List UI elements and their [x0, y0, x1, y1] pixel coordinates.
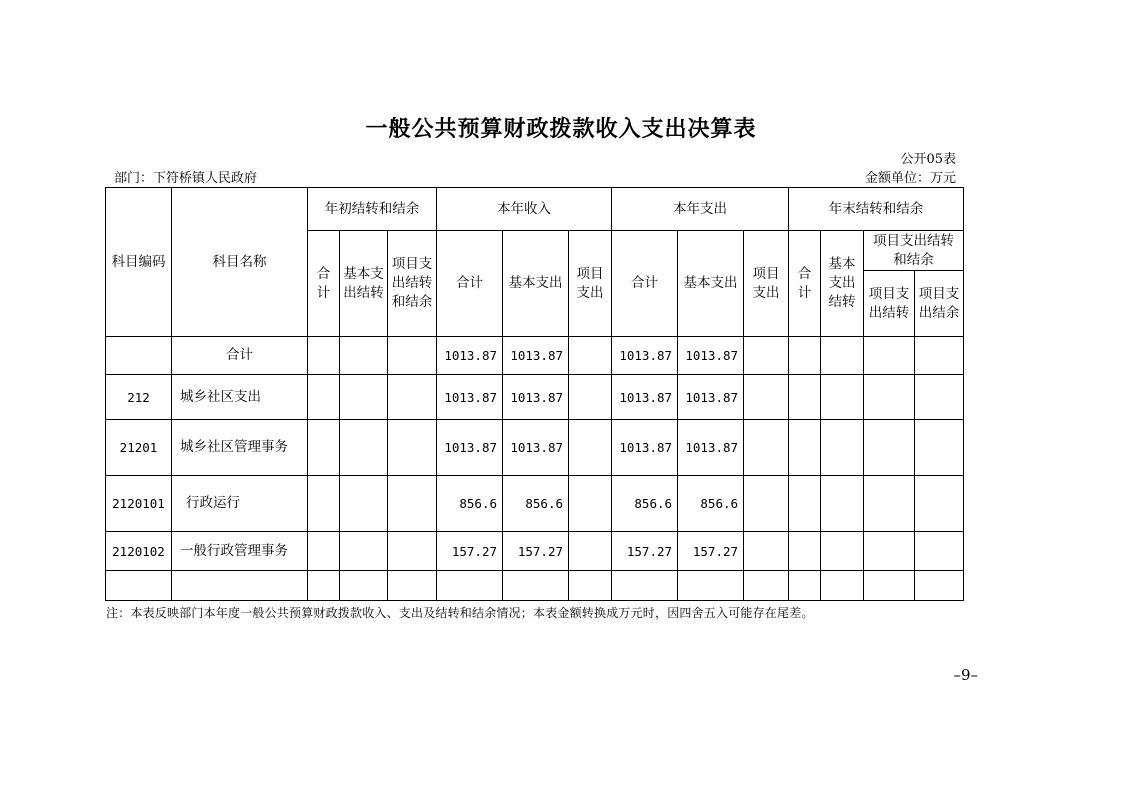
cell-income-total: 1013.87	[437, 375, 503, 420]
header-end-basic: 基本支出结转	[821, 231, 864, 337]
header-begin-basic: 基本支出结转	[340, 231, 388, 337]
cell-expense-basic: 1013.87	[678, 375, 744, 420]
page-title: 一般公共预算财政拨款收入支出决算表	[365, 117, 757, 142]
header-expense-total: 合计	[612, 231, 678, 337]
table-row-empty	[106, 571, 964, 601]
cell-income-basic: 856.6	[503, 476, 569, 532]
header-group-end: 年末结转和结余	[789, 188, 964, 231]
footnote: 注：本表反映部门本年度一般公共预算财政拨款收入、支出及结转和结余情况；本表金额转换成万元时，因四舍五入可能存在尾差。	[106, 606, 814, 620]
page-number: –9–	[953, 666, 978, 684]
cell-income-basic: 157.27	[503, 532, 569, 571]
row-code: 2120102	[106, 532, 172, 571]
cell-income-basic: 1013.87	[503, 337, 569, 375]
department-label: 部门：下符桥镇人民政府	[114, 171, 258, 186]
budget-table	[105, 187, 964, 601]
row-name: 行政运行	[172, 476, 308, 532]
header-end-project-group: 项目支出结转和结余	[864, 231, 964, 271]
table-row	[106, 375, 964, 420]
header-group-begin: 年初结转和结余	[308, 188, 437, 231]
header-group-income: 本年收入	[437, 188, 612, 231]
unit-label: 金额单位：万元	[864, 171, 956, 186]
header-income-basic: 基本支出	[503, 231, 569, 337]
header-begin-project: 项目支出结转和结余	[388, 231, 437, 337]
table-row	[106, 532, 964, 571]
header-group-expense: 本年支出	[612, 188, 789, 231]
header-income-total: 合计	[437, 231, 503, 337]
cell-expense-total: 1013.87	[612, 337, 678, 375]
cell-income-total: 856.6	[437, 476, 503, 532]
table-row	[106, 420, 964, 476]
cell-income-basic: 1013.87	[503, 375, 569, 420]
header-end-total: 合计	[789, 231, 821, 337]
cell-expense-total: 856.6	[612, 476, 678, 532]
row-code: 21201	[106, 420, 172, 476]
row-name: 合计	[172, 337, 308, 375]
row-name: 城乡社区支出	[172, 375, 308, 420]
cell-income-total: 1013.87	[437, 420, 503, 476]
row-code	[106, 337, 172, 375]
row-code: 212	[106, 375, 172, 420]
cell-expense-basic: 157.27	[678, 532, 744, 571]
table-row	[106, 476, 964, 532]
cell-income-total: 157.27	[437, 532, 503, 571]
row-code: 2120101	[106, 476, 172, 532]
cell-expense-basic: 856.6	[678, 476, 744, 532]
header-end-project-balance: 项目支出结余	[915, 271, 964, 337]
table-row	[106, 337, 964, 375]
cell-expense-total: 1013.87	[612, 420, 678, 476]
header-expense-basic: 基本支出	[678, 231, 744, 337]
cell-expense-total: 157.27	[612, 532, 678, 571]
header-code: 科目编码	[106, 188, 172, 337]
header-income-project: 项目支出	[569, 231, 612, 337]
form-number: 公开05表	[900, 152, 956, 167]
cell-expense-basic: 1013.87	[678, 420, 744, 476]
cell-expense-basic: 1013.87	[678, 337, 744, 375]
header-expense-project: 项目支出	[744, 231, 789, 337]
cell-income-basic: 1013.87	[503, 420, 569, 476]
header-begin-total: 合计	[308, 231, 340, 337]
header-name: 科目名称	[172, 188, 308, 337]
header-end-project-carry: 项目支出结转	[864, 271, 915, 337]
cell-income-total: 1013.87	[437, 337, 503, 375]
row-name: 一般行政管理事务	[172, 532, 308, 571]
row-name: 城乡社区管理事务	[172, 420, 308, 476]
cell-expense-total: 1013.87	[612, 375, 678, 420]
